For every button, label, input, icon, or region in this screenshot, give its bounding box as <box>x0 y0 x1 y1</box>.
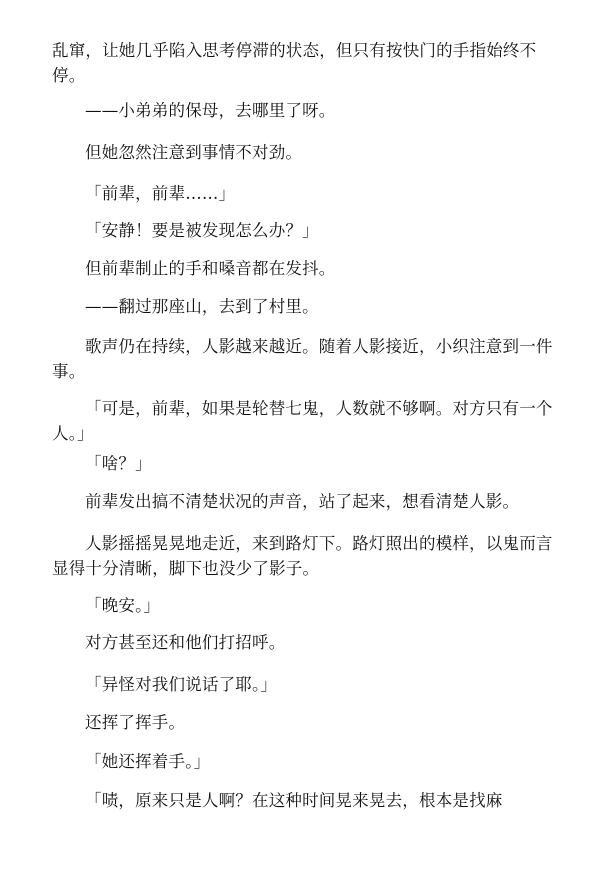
paragraph-12: 人影摇摇晃晃地走近，来到路灯下。路灯照出的模样，以鬼而言显得十分清晰，脚下也没少了影子。 <box>52 534 553 578</box>
paragraph-10: 「啥？」 <box>85 454 152 473</box>
paragraph-18: 「啧，原来只是人啊？在这种时间晃来晃去，根本是找麻 <box>85 791 503 810</box>
paragraph-2: ——小弟弟的保母，去哪里了呀。 <box>85 101 336 120</box>
paragraph-11: 前辈发出搞不清楚状况的声音，站了起来，想看清楚人影。 <box>85 492 520 511</box>
paragraph-14: 对方甚至还和他们打招呼。 <box>85 633 286 652</box>
paragraph-4: 「前辈，前辈……」 <box>85 184 236 203</box>
paragraph-13: 「晚安。」 <box>85 596 161 615</box>
paragraph-9: 「可是，前辈，如果是轮替七鬼，人数就不够啊。对方只有一个人。」 <box>52 399 553 443</box>
paragraph-6: 但前辈制止的手和嗓音都在发抖。 <box>85 259 336 278</box>
paragraph-5: 「安静！要是被发现怎么办？」 <box>85 221 319 240</box>
paragraph-3: 但她忽然注意到事情不对劲。 <box>85 143 303 162</box>
paragraph-8: 歌声仍在持续，人影越来越近。随着人影接近，小织注意到一件事。 <box>52 337 553 381</box>
paragraph-16: 还挥了挥手。 <box>85 713 186 732</box>
paragraph-15: 「异怪对我们说话了耶。」 <box>85 675 278 694</box>
paragraph-1: 乱窜，让她几乎陷入思考停滞的状态，但只有按快门的手指始终不停。 <box>52 41 537 85</box>
paragraph-7: ——翻过那座山，去到了村里。 <box>85 297 319 316</box>
paragraph-17: 「她还挥着手。」 <box>85 752 211 771</box>
